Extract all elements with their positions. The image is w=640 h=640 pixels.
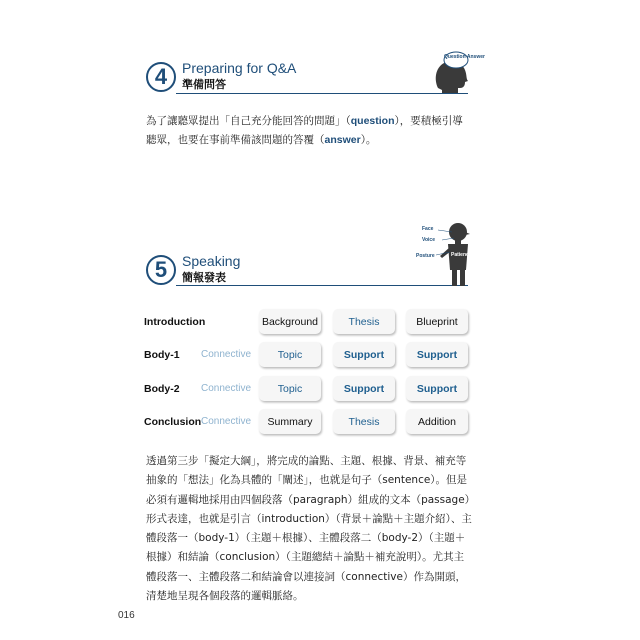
cell-support-1b: Support — [406, 342, 468, 367]
keyword-question: question — [350, 115, 395, 127]
cell-summary: Summary — [259, 409, 321, 434]
section-4-text-1: 為了讓聽眾提出「自己充分能回答的問題」（ — [146, 115, 351, 127]
row-label-body-2: Body-2 — [144, 383, 180, 395]
section-5-number: 5 — [146, 255, 176, 285]
section-4-number: 4 — [146, 62, 176, 92]
row-label-body-1: Body-1 — [144, 349, 180, 361]
page-number: 016 — [118, 610, 135, 621]
row-label-introduction: Introduction — [144, 316, 206, 328]
patience-label: Patience — [451, 252, 472, 258]
section-4-title-zh: 準備問答 — [182, 78, 226, 91]
section-5-title-en: Speaking — [182, 253, 241, 269]
section-4-title-en: Preparing for Q&A — [182, 60, 297, 76]
section-4-paragraph — [146, 112, 472, 150]
question-answer-bubble-text: Question Answer — [444, 54, 485, 60]
face-label: Face — [422, 226, 434, 232]
keyword-answer: answer — [324, 134, 361, 146]
section-4-text-2: ），要積極引導聽眾，也要在事前準備該問題的答覆（ — [146, 115, 463, 146]
cell-support-2a: Support — [333, 376, 395, 401]
cell-blueprint: Blueprint — [406, 309, 468, 334]
connective-body-2: Connective — [201, 383, 252, 394]
cell-addition: Addition — [406, 409, 468, 434]
section-4-rule — [176, 93, 468, 94]
row-label-conclusion: Conclusion — [144, 416, 202, 428]
voice-label: Voice — [422, 237, 435, 243]
cell-support-1a: Support — [333, 342, 395, 367]
cell-thesis: Thesis — [333, 309, 395, 334]
cell-support-2b: Support — [406, 376, 468, 401]
connective-body-1: Connective — [201, 349, 252, 360]
connective-conclusion: Connective — [201, 416, 252, 427]
section-5-title-zh: 簡報發表 — [182, 271, 226, 284]
cell-thesis-conclusion: Thesis — [333, 409, 395, 434]
body-paragraph: 透過第三步「擬定大綱」，將完成的論點、主題、根據、背景、補充等抽象的「想法」化為具體的「闡述」，也就是句子（sentence）。但是必須有邏輯地採用由四個段落（paragraph）組成的文本（passage）形式表達，也就是引言（introduction）（背景＋論點＋主題介紹）、主體段落一（body-1）（主題＋根據）、主體段落二（body-2）（主題＋根據）和結論（conclusion）（主題總結＋論點＋補充說明）。尤其主體段落一、主體段落二和結論會以連接詞（connective）作為開頭，清楚地呈現各個段落的邏輯脈絡。 — [146, 455, 472, 603]
posture-label: Posture — [416, 253, 435, 259]
section-4-text-3: ）。 — [360, 134, 377, 146]
cell-background: Background — [259, 309, 321, 334]
cell-topic-1: Topic — [259, 342, 321, 367]
cell-topic-2: Topic — [259, 376, 321, 401]
